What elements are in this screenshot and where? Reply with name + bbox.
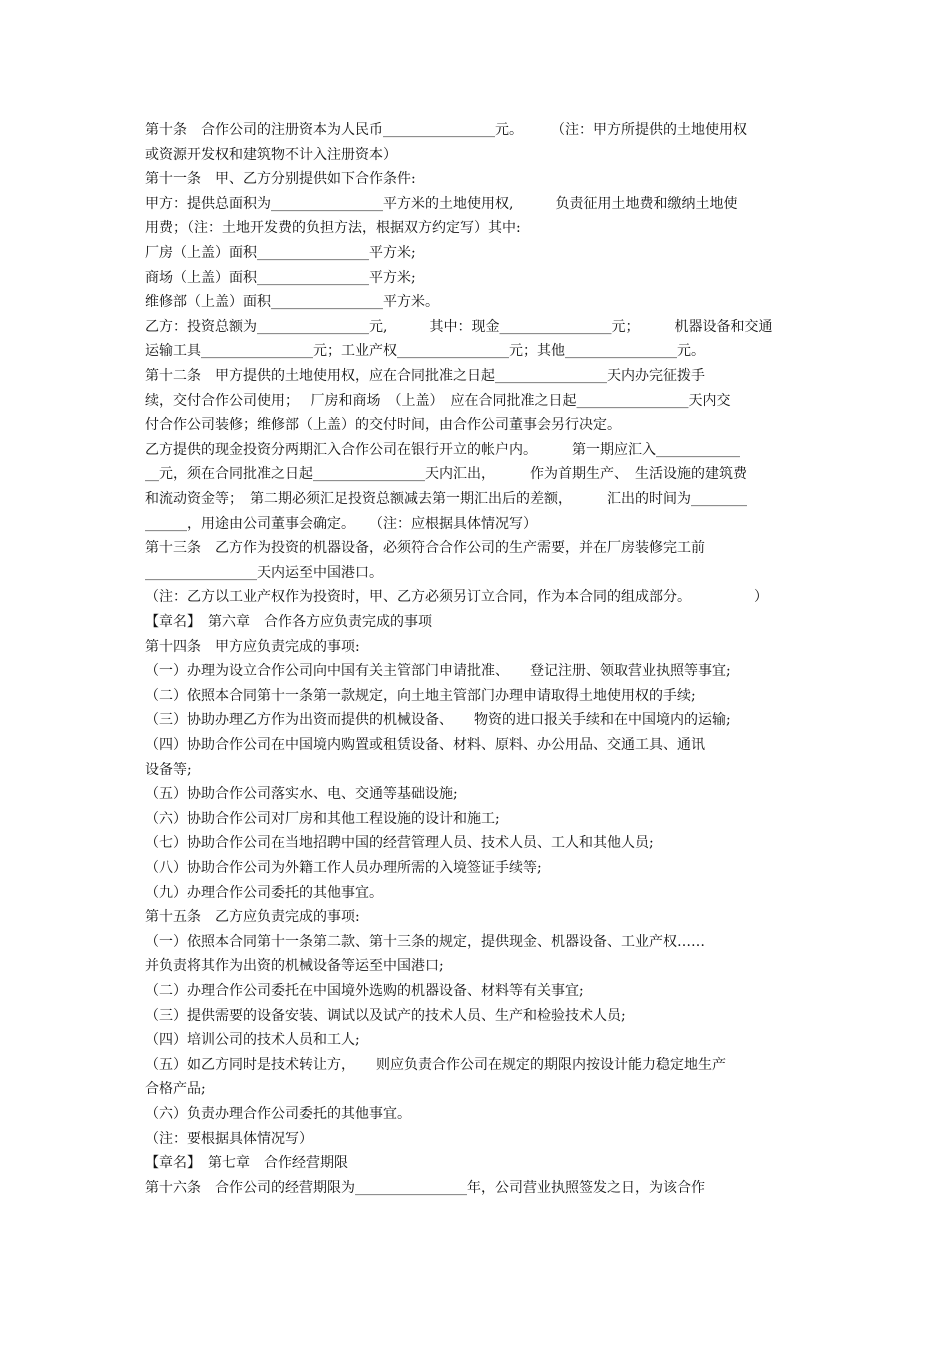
text-line: （六）负责办理合作公司委托的其他事宜。	[145, 1106, 411, 1122]
text-line: __元，须在合同批准之日起________________天内汇出， 作为首期生产、 生活设施的建筑费	[145, 466, 747, 483]
text-line: 用费；（注：土地开发费的负担方法，根据双方约定写）其中:	[145, 220, 521, 237]
text-line: 并负责将其作为出资的机械设备等运至中国港口;	[145, 958, 444, 975]
text-line: ________________天内运至中国港口。	[145, 564, 383, 581]
text-line: （注：乙方以工业产权作为投资时，甲、乙方必须另订立合同，作为本合同的组成部分。 ）	[145, 589, 768, 606]
text-line: 第十一条 甲、乙方分别提供如下合作条件:	[145, 171, 416, 188]
text-line: （三）提供需要的设备安装、调试以及试产的技术人员、生产和检验技术人员;	[145, 1007, 626, 1024]
text-line: 【章名】 第六章 合作各方应负责完成的事项	[145, 614, 432, 630]
text-line: 第十五条 乙方应负责完成的事项:	[145, 909, 360, 926]
text-line: 运输工具________________元；工业产权________________元；其他________________元。	[145, 343, 705, 360]
text-line: （三）协助办理乙方作为出资而提供的机械设备、 物资的进口报关手续和在中国境内的运输;	[145, 712, 731, 729]
text-line: 维修部（上盖）面积________________平方米。	[145, 294, 439, 311]
text-line: （一）办理为设立合作公司向中国有关主管部门申请批准、 登记注册、领取营业执照等事宜;	[145, 663, 731, 680]
text-line: （注：要根据具体情况写）	[145, 1130, 313, 1147]
text-line: （八）协助合作公司为外籍工作人员办理所需的入境签证手续等;	[145, 860, 542, 876]
text-line: 付合作公司装修；维修部（上盖）的交付时间，由合作公司董事会另行决定。	[145, 417, 621, 434]
text-line: 【章名】 第七章 合作经营期限	[145, 1155, 348, 1172]
text-line: ______，用途由公司董事会确定。 （注：应根据具体情况写）	[145, 515, 537, 532]
text-line: （四）培训公司的技术人员和工人;	[145, 1032, 360, 1049]
text-line: （五）如乙方同时是技术转让方， 则应负责合作公司在规定的期限内按设计能力稳定地生产	[145, 1056, 726, 1073]
text-line: 或资源开发权和建筑物不计入注册资本）	[145, 146, 397, 163]
text-line: （六）协助合作公司对厂房和其他工程设施的设计和施工;	[145, 810, 500, 827]
text-line: （九）办理合作公司委托的其他事宜。	[145, 884, 383, 901]
text-line: 甲方：提供总面积为________________平方米的土地使用权, 负责征用土地费和缴纳土地使	[145, 195, 738, 212]
text-line: 乙方：投资总额为________________元, 其中：现金________________元； 机器设备和交通	[145, 318, 773, 335]
text-line: 设备等;	[145, 761, 192, 778]
text-line: 续，交付合作公司使用； 厂房和商场 （上盖） 应在合同批准之日起________________天内交	[145, 392, 731, 409]
text-line: （二）办理合作公司委托在中国境外选购的机器设备、材料等有关事宜;	[145, 983, 584, 999]
text-line: （七）协助合作公司在当地招聘中国的经营管理人员、技术人员、工人和其他人员;	[145, 835, 654, 852]
text-line: （一）依照本合同第十一条第二款、第十三条的规定，提供现金、机器设备、工业产权……	[145, 933, 705, 950]
text-line: 厂房（上盖）面积________________平方米;	[145, 245, 416, 261]
text-line: （五）协助合作公司落实水、电、交通等基础设施;	[145, 786, 458, 803]
text-line: （二）依照本合同第十一条第一款规定，向土地主管部门办理申请取得土地使用权的手续;	[145, 687, 696, 704]
text-line: （四）协助合作公司在中国境内购置或租赁设备、材料、原料、办公用品、交通工具、通讯	[145, 737, 705, 753]
text-line: 第十二条 甲方提供的土地使用权，应在合同批准之日起________________天内办完征拨手	[145, 368, 705, 384]
text-line: 合格产品;	[145, 1081, 206, 1098]
text-line: 第十三条 乙方作为投资的机器设备，必须符合合作公司的生产需要，并在厂房装修完工前	[145, 540, 705, 557]
text-line: 第十四条 甲方应负责完成的事项:	[145, 638, 360, 655]
text-line: 第十六条 合作公司的经营期限为________________年，公司营业执照签发之日，为该合作	[145, 1179, 705, 1196]
text-line: 乙方提供的现金投资分两期汇入合作公司在银行开立的帐户内。 第一期应汇入____________	[145, 441, 740, 458]
text-line: 和流动资金等； 第二期必须汇足投资总额减去第一期汇出后的差额， 汇出的时间为________	[145, 491, 747, 507]
text-line: 第十条 合作公司的注册资本为人民币________________元。 （注：甲方所提供的土地使用权	[145, 122, 747, 138]
text-line: 商场（上盖）面积________________平方米;	[145, 269, 416, 286]
